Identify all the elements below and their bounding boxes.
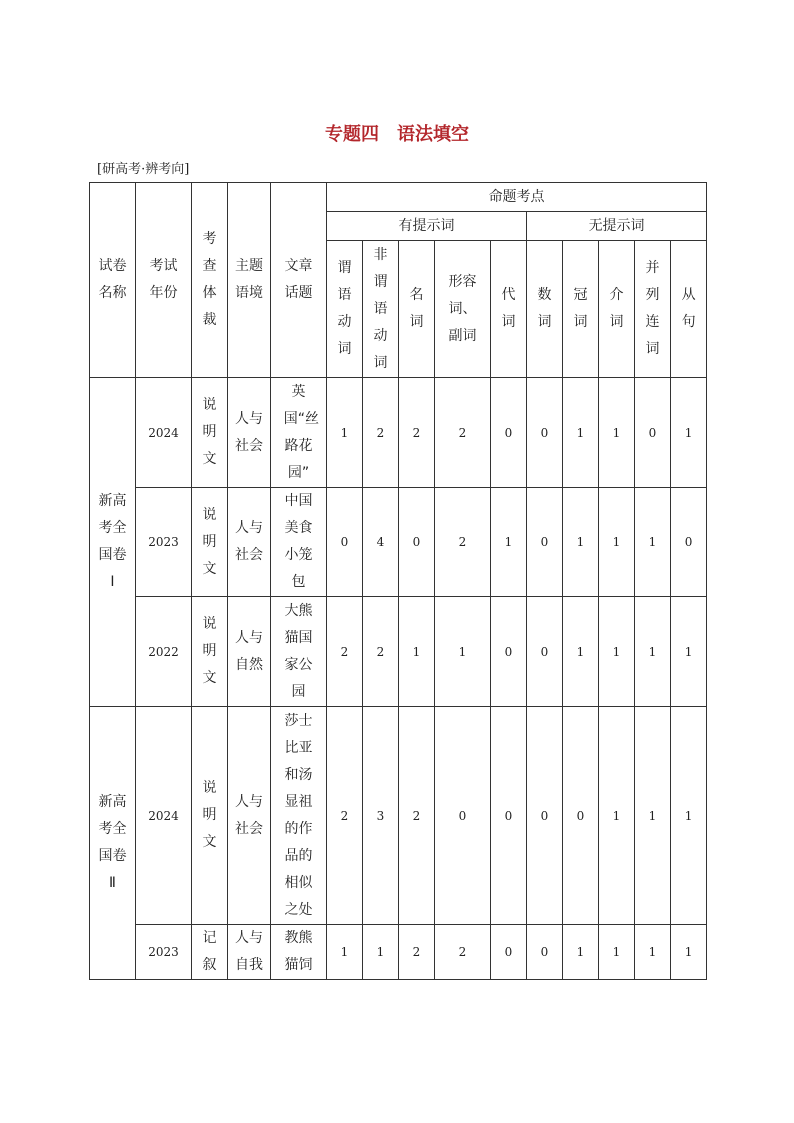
value-cell: 1	[563, 378, 599, 488]
table-row	[90, 488, 707, 597]
genre-cell: 记叙	[192, 925, 228, 980]
with-hint-col-header-3: 形容词、副词	[435, 241, 491, 378]
table-row	[90, 925, 707, 980]
year-cell: 2023	[136, 488, 192, 597]
value-cell: 1	[363, 925, 399, 980]
genre-cell: 说明文	[192, 488, 228, 597]
context-cell: 人与自然	[228, 597, 271, 707]
paper-cell: 新高考全国卷Ⅰ	[90, 378, 136, 707]
value-cell: 0	[527, 597, 563, 707]
header-genre: 考查体裁	[192, 183, 228, 378]
table-row	[90, 597, 707, 707]
value-cell: 1	[599, 488, 635, 597]
context-cell: 人与社会	[228, 488, 271, 597]
value-cell: 0	[527, 488, 563, 597]
value-cell: 2	[399, 925, 435, 980]
title-part1: 专题四	[325, 124, 379, 145]
value-cell: 1	[563, 925, 599, 980]
without-hint-col-header-3: 并列连词	[635, 241, 671, 378]
year-cell: 2022	[136, 597, 192, 707]
value-cell: 1	[635, 925, 671, 980]
value-cell: 2	[435, 488, 491, 597]
value-cell: 1	[327, 925, 363, 980]
value-cell: 0	[491, 925, 527, 980]
value-cell: 2	[435, 925, 491, 980]
section-subtitle: [研高考·辨考向]	[97, 162, 190, 177]
context-cell: 人与社会	[228, 707, 271, 925]
value-cell: 0	[671, 488, 707, 597]
context-cell: 人与自我	[228, 925, 271, 980]
value-cell: 3	[363, 707, 399, 925]
value-cell: 0	[527, 707, 563, 925]
genre-cell: 说明文	[192, 597, 228, 707]
value-cell: 2	[363, 378, 399, 488]
header-paper: 试卷名称	[90, 183, 136, 378]
value-cell: 1	[635, 707, 671, 925]
value-cell: 0	[635, 378, 671, 488]
topic-cell: 中国美食小笼包	[271, 488, 327, 597]
without-hint-col-header-0: 数词	[527, 241, 563, 378]
value-cell: 1	[563, 597, 599, 707]
value-cell: 1	[671, 597, 707, 707]
genre-cell: 说明文	[192, 378, 228, 488]
value-cell: 0	[491, 707, 527, 925]
topic-cell: 英国“丝路花园”	[271, 378, 327, 488]
without-hint-col-header-1: 冠词	[563, 241, 599, 378]
value-cell: 1	[563, 488, 599, 597]
topic-cell: 教熊猫饲	[271, 925, 327, 980]
value-cell: 2	[327, 597, 363, 707]
value-cell: 4	[363, 488, 399, 597]
year-cell: 2023	[136, 925, 192, 980]
header-with-hint: 有提示词	[327, 212, 527, 241]
year-cell: 2024	[136, 707, 192, 925]
header-without-hint: 无提示词	[527, 212, 707, 241]
value-cell: 0	[527, 378, 563, 488]
exam-analysis-table	[89, 182, 707, 980]
value-cell: 1	[491, 488, 527, 597]
value-cell: 1	[671, 707, 707, 925]
genre-cell: 说明文	[192, 707, 228, 925]
value-cell: 1	[635, 597, 671, 707]
header-context: 主题语境	[228, 183, 271, 378]
value-cell: 0	[527, 925, 563, 980]
table-row	[90, 378, 707, 488]
table-row	[90, 707, 707, 925]
value-cell: 1	[671, 925, 707, 980]
topic-cell: 莎士比亚和汤显祖的作品的相似之处	[271, 707, 327, 925]
with-hint-col-header-1: 非谓语动词	[363, 241, 399, 378]
year-cell: 2024	[136, 378, 192, 488]
value-cell: 2	[363, 597, 399, 707]
value-cell: 2	[327, 707, 363, 925]
without-hint-col-header-2: 介词	[599, 241, 635, 378]
value-cell: 1	[599, 925, 635, 980]
title-part2: 语法填空	[397, 124, 469, 145]
paper-cell: 新高考全国卷Ⅱ	[90, 707, 136, 980]
value-cell: 1	[599, 378, 635, 488]
value-cell: 1	[399, 597, 435, 707]
header-test-points: 命题考点	[327, 183, 707, 212]
value-cell: 0	[491, 378, 527, 488]
header-year: 考试年份	[136, 183, 192, 378]
value-cell: 1	[599, 597, 635, 707]
topic-cell: 大熊猫国家公园	[271, 597, 327, 707]
value-cell: 2	[435, 378, 491, 488]
with-hint-col-header-2: 名词	[399, 241, 435, 378]
value-cell: 1	[635, 488, 671, 597]
value-cell: 2	[399, 707, 435, 925]
value-cell: 1	[671, 378, 707, 488]
value-cell: 0	[563, 707, 599, 925]
without-hint-col-header-4: 从句	[671, 241, 707, 378]
value-cell: 0	[491, 597, 527, 707]
value-cell: 1	[599, 707, 635, 925]
header-topic: 文章话题	[271, 183, 327, 378]
context-cell: 人与社会	[228, 378, 271, 488]
with-hint-col-header-0: 谓语动词	[327, 241, 363, 378]
value-cell: 1	[327, 378, 363, 488]
page-title	[0, 120, 794, 146]
value-cell: 0	[435, 707, 491, 925]
value-cell: 2	[399, 378, 435, 488]
value-cell: 1	[435, 597, 491, 707]
with-hint-col-header-4: 代词	[491, 241, 527, 378]
value-cell: 0	[399, 488, 435, 597]
value-cell: 0	[327, 488, 363, 597]
